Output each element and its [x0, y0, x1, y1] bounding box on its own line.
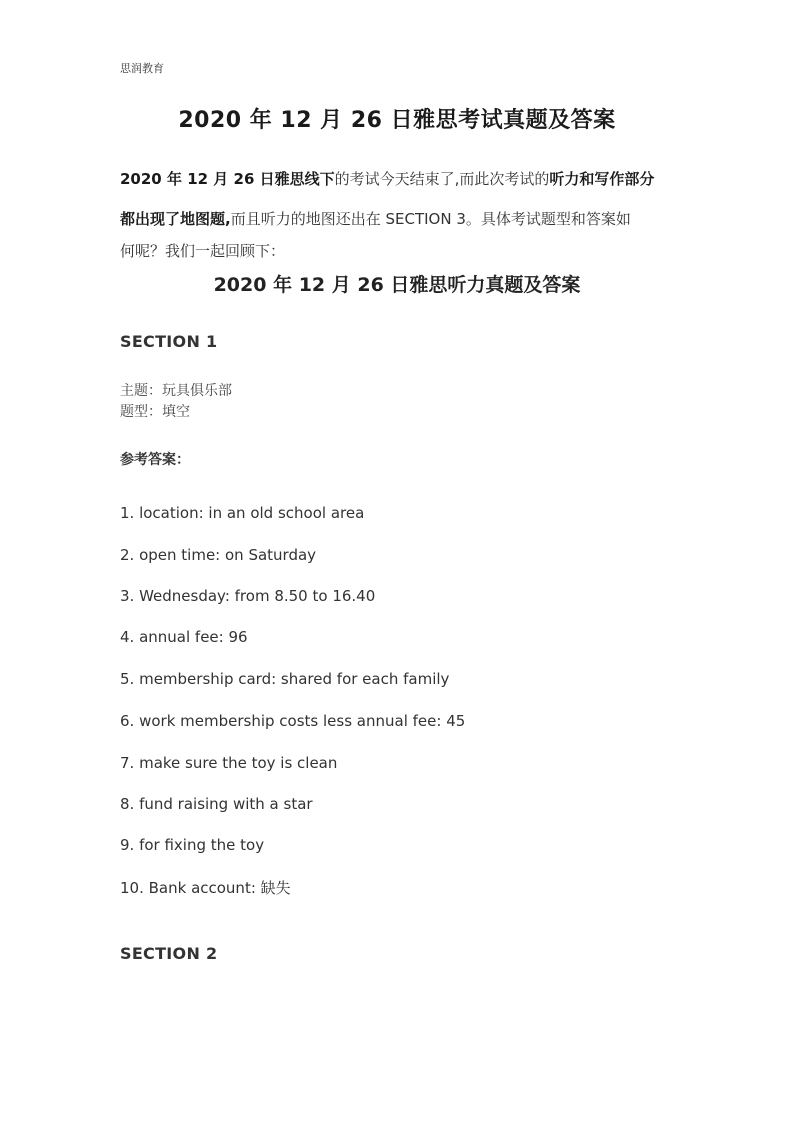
listening-subtitle: 2020 年 12 月 26 日雅思听力真题及答案	[213, 274, 581, 296]
answer-item: 4. annual fee: 96	[120, 628, 248, 646]
intro-bold-map: 都出现了地图题,	[120, 210, 231, 228]
intro-bold-sections: 听力和写作部分	[549, 170, 655, 188]
document-title: 2020 年 12 月 26 日雅思考试真题及答案	[178, 108, 616, 133]
answer-item: 8. fund raising with a star	[120, 795, 313, 813]
answer-item: 10. Bank account: 缺失	[120, 879, 291, 897]
section-1-topic: 主题：玩具俱乐部	[120, 383, 232, 399]
section-1-heading: SECTION 1	[120, 332, 218, 351]
intro-text-3: 何呢？我们一起回顾下：	[120, 242, 286, 260]
intro-bold-date: 2020 年 12 月 26 日雅思线下	[120, 170, 335, 188]
section-1-type: 题型：填空	[120, 404, 190, 420]
answer-item: 6. work membership costs less annual fee: 45	[120, 712, 466, 730]
section-2-heading: SECTION 2	[120, 944, 218, 963]
answer-item: 3. Wednesday: from 8.50 to 16.40	[120, 587, 376, 605]
intro-line-2	[120, 208, 680, 229]
answers-heading: 参考答案：	[120, 452, 190, 468]
answer-item: 2. open time: on Saturday	[120, 546, 317, 564]
intro-line-3	[120, 240, 680, 261]
intro-text-2: 而且听力的地图还出在 SECTION 3。具体考试题型和答案如	[230, 210, 631, 228]
intro-text-1: 的考试今天结束了,而此次考试的	[334, 170, 550, 188]
answer-item: 5. membership card: shared for each family	[120, 670, 450, 688]
answer-item: 1. location: in an old school area	[120, 504, 365, 522]
intro-line-1	[120, 168, 680, 189]
answer-item: 7. make sure the toy is clean	[120, 754, 338, 772]
header-brand: 思润教育	[120, 62, 164, 75]
answer-item: 9. for fixing the toy	[120, 836, 265, 854]
